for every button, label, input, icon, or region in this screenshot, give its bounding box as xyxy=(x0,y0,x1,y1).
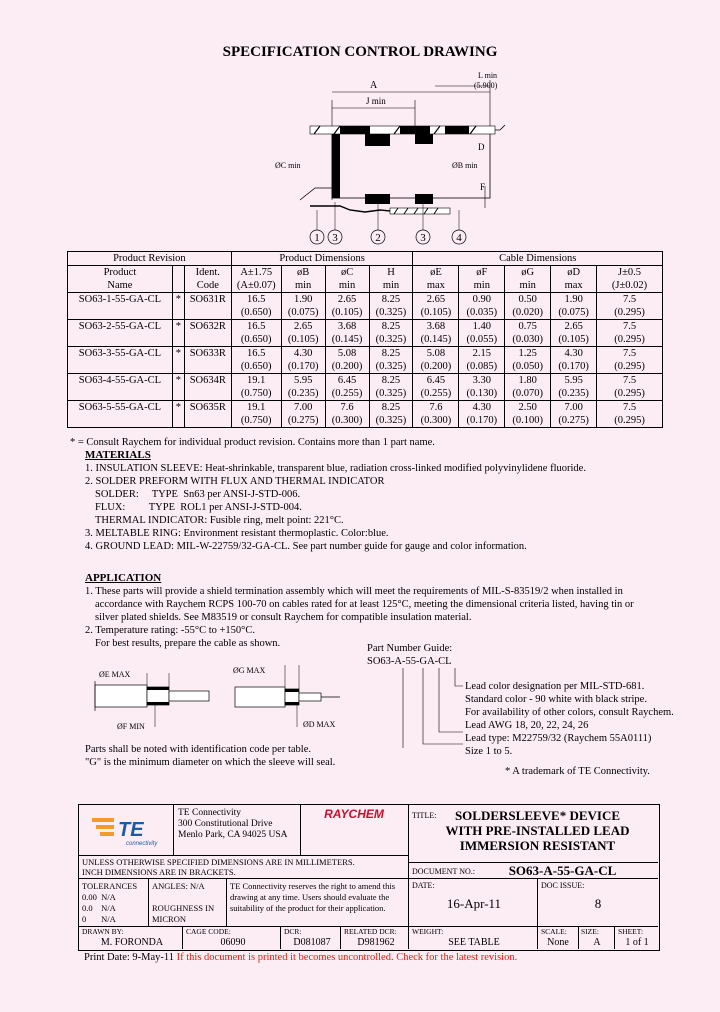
cell-product-name: SO63-1-55-GA-CL xyxy=(68,293,173,307)
weight-value: SEE TABLE xyxy=(448,937,500,948)
materials-line-4: FLUX: TYPE ROL1 per ANSI-J-STD-004. xyxy=(95,502,302,513)
cell-product-name: SO63-5-55-GA-CL xyxy=(68,401,173,415)
materials-section xyxy=(85,449,586,553)
title-line-3: IMMERSION RESISTANT xyxy=(459,838,616,853)
company-address xyxy=(178,808,288,841)
materials-heading: MATERIALS xyxy=(85,449,151,461)
title-line-2: WITH PRE-INSTALLED LEAD xyxy=(445,823,630,838)
materials-line-3: SOLDER: TYPE Sn63 per ANSI-J-STD-006. xyxy=(95,489,301,500)
cell-value: 5.95 xyxy=(281,374,325,388)
cell-value-inch: (0.170) xyxy=(281,360,325,374)
cell-blank xyxy=(184,387,231,401)
cell-star: * xyxy=(172,320,184,334)
callout-3a: 3 xyxy=(332,232,338,244)
cell-value: 19.1 xyxy=(231,374,281,388)
cell-value: 16.5 xyxy=(231,347,281,361)
application-line-2: accordance with Raychem RCPS 100-70 on cables rated for at least 125°C, meeting the dimensional criteria listed, having tin or xyxy=(95,599,634,610)
cell-value-inch: (0.035) xyxy=(459,306,505,320)
cell-value: 1.25 xyxy=(505,347,551,361)
cell-value-inch: (0.255) xyxy=(325,387,369,401)
fig-d-max-label: ØD MAX xyxy=(303,720,336,729)
cell-blank xyxy=(172,387,184,401)
cell-value: 7.5 xyxy=(597,293,663,307)
callout-1: 1 xyxy=(314,232,320,244)
docissue-label: DOC ISSUE: xyxy=(541,881,585,890)
company-line-3: Menlo Park, CA 94025 USA xyxy=(178,830,288,840)
cell-value: 8.25 xyxy=(369,293,413,307)
title-label: TITLE: xyxy=(412,811,437,820)
table-row xyxy=(68,293,663,307)
group-product-dims: Product Dimensions xyxy=(231,252,413,266)
col-product-name-1: Product xyxy=(68,266,173,280)
roughness-1: ROUGHNESS IN xyxy=(152,903,215,913)
te-logo xyxy=(88,810,168,850)
part-guide-leaders xyxy=(395,668,465,752)
cell-value-inch: (0.295) xyxy=(597,333,663,347)
cell-blank xyxy=(184,414,231,428)
cell-value-inch: (0.030) xyxy=(505,333,551,347)
cell-value-inch: (0.170) xyxy=(551,360,597,374)
dcr-value: D081087 xyxy=(293,937,331,948)
uncontrolled-warning: If this document is printed it becomes uncontrolled. Check for the latest revision. xyxy=(176,952,518,963)
col-f-2: min xyxy=(459,279,505,293)
cell-star: * xyxy=(172,293,184,307)
cell-value: 4.30 xyxy=(551,347,597,361)
angles-roughness xyxy=(152,881,214,925)
col-j-2: (J±0.02) xyxy=(597,279,663,293)
col-ident-1: Ident. xyxy=(184,266,231,280)
cell-value-inch: (0.055) xyxy=(459,333,505,347)
cell-ident-code: SO631R xyxy=(184,293,231,307)
callout-3b: 3 xyxy=(420,232,426,244)
sheet-label: SHEET: xyxy=(618,927,644,936)
cell-value: 1.80 xyxy=(505,374,551,388)
cell-value-inch: (0.325) xyxy=(369,414,413,428)
col-b-2: min xyxy=(281,279,325,293)
cell-value-inch: (0.145) xyxy=(325,333,369,347)
dim-lead-inch: (5.900) xyxy=(474,81,498,90)
part-guide-line-6: Size 1 to 5. xyxy=(465,746,513,757)
col-d-1: øD xyxy=(551,266,597,280)
cell-value: 6.45 xyxy=(413,374,459,388)
cell-value-inch: (0.105) xyxy=(551,333,597,347)
scale-label: SCALE: xyxy=(541,927,567,936)
cell-value-inch: (0.100) xyxy=(505,414,551,428)
table-footnote: * = Consult Raychem for individual product revision. Contains more than 1 part name. xyxy=(70,437,435,448)
materials-line-5: THERMAL INDICATOR: Fusible ring, melt point: 221°C. xyxy=(95,515,344,526)
cell-value: 0.75 xyxy=(505,320,551,334)
col-f-1: øF xyxy=(459,266,505,280)
table-row-inch xyxy=(68,306,663,320)
col-c-2: min xyxy=(325,279,369,293)
cell-value-inch: (0.070) xyxy=(505,387,551,401)
dims-note-1: UNLESS OTHERWISE SPECIFIED DIMENSIONS ARE IN MILLIMETERS. xyxy=(82,857,355,867)
roughness-2: MICRON xyxy=(152,914,187,924)
trademark-note: * A trademark of TE Connectivity. xyxy=(505,766,650,777)
cell-value-inch: (0.750) xyxy=(231,387,281,401)
col-c-1: øC xyxy=(325,266,369,280)
cell-value: 7.00 xyxy=(551,401,597,415)
cell-value-inch: (0.295) xyxy=(597,360,663,374)
docissue-value: 8 xyxy=(594,896,602,911)
cell-value-inch: (0.130) xyxy=(459,387,505,401)
cell-value-inch: (0.235) xyxy=(551,387,597,401)
cell-value: 2.65 xyxy=(551,320,597,334)
dim-b-label: ØB min xyxy=(452,161,478,170)
application-notes xyxy=(85,743,335,769)
cell-value-inch: (0.275) xyxy=(551,414,597,428)
col-b-1: øB xyxy=(281,266,325,280)
drawn-value: M. FORONDA xyxy=(100,937,164,948)
col-ident-2: Code xyxy=(184,279,231,293)
te-logo-text: TE xyxy=(118,819,144,841)
table-row xyxy=(68,347,663,361)
dim-j-label: J min xyxy=(366,96,386,106)
cell-blank xyxy=(184,306,231,320)
application-section xyxy=(85,572,675,650)
application-line-4: 2. Temperature rating: -55°C to +150°C. xyxy=(85,625,255,636)
cell-value: 2.65 xyxy=(413,293,459,307)
dim-a-label: A xyxy=(370,80,378,91)
cell-value: 0.50 xyxy=(505,293,551,307)
cell-value-inch: (0.050) xyxy=(505,360,551,374)
related-dcr-value: D981962 xyxy=(357,937,395,948)
col-d-2: max xyxy=(551,279,597,293)
disclaimer: TE Connectivity reserves the right to amend this drawing at any time. Users should evaluate the suitability of the product for their application. xyxy=(230,881,396,913)
fig-f-min-label: ØF MIN xyxy=(117,722,145,731)
cell-value: 5.08 xyxy=(413,347,459,361)
cage-label: CAGE CODE: xyxy=(186,927,231,936)
cell-value: 16.5 xyxy=(231,293,281,307)
cell-blank xyxy=(172,333,184,347)
tolerances xyxy=(82,881,137,925)
cell-value-inch: (0.275) xyxy=(281,414,325,428)
date-value: 16-Apr-11 xyxy=(446,896,502,911)
dcr-label: DCR: xyxy=(284,927,302,936)
cell-value-inch: (0.255) xyxy=(413,387,459,401)
table-row-inch xyxy=(68,387,663,401)
cell-value: 8.25 xyxy=(369,320,413,334)
cell-value: 8.25 xyxy=(369,374,413,388)
cell-value-inch: (0.325) xyxy=(369,333,413,347)
doc-no-label: DOCUMENT NO.: xyxy=(412,867,475,876)
cell-value: 7.5 xyxy=(597,401,663,415)
cell-value-inch: (0.075) xyxy=(551,306,597,320)
table-row-inch xyxy=(68,414,663,428)
cell-value-inch: (0.650) xyxy=(231,360,281,374)
cell-value-inch: (0.300) xyxy=(325,414,369,428)
company-line-2: 300 Constitutional Drive xyxy=(178,819,273,829)
cell-value-inch: (0.170) xyxy=(459,414,505,428)
dim-lead-label: L min xyxy=(478,71,498,80)
fig-e-max-label: ØE MAX xyxy=(99,670,131,679)
cell-value: 1.90 xyxy=(281,293,325,307)
table-row xyxy=(68,401,663,415)
cell-value: 19.1 xyxy=(231,401,281,415)
cell-value-inch: (0.650) xyxy=(231,333,281,347)
cell-ident-code: SO632R xyxy=(184,320,231,334)
cell-value: 7.00 xyxy=(281,401,325,415)
materials-line-6: 3. MELTABLE RING: Environment resistant thermoplastic. Color:blue. xyxy=(85,528,389,539)
cell-star: * xyxy=(172,347,184,361)
tol-label: TOLERANCES xyxy=(82,881,138,891)
cell-value: 7.5 xyxy=(597,320,663,334)
part-guide xyxy=(367,642,452,668)
sheet-value: 1 of 1 xyxy=(625,937,649,948)
col-a-2: (A±0.07) xyxy=(231,279,281,293)
cell-value: 2.65 xyxy=(281,320,325,334)
dim-f-label: F xyxy=(480,182,486,192)
cell-value-inch: (0.295) xyxy=(597,414,663,428)
cell-blank xyxy=(172,414,184,428)
part-guide-line-5: Lead type: M22759/32 (Raychem 55A0111) xyxy=(465,733,652,744)
cell-value: 8.25 xyxy=(369,401,413,415)
cell-ident-code: SO635R xyxy=(184,401,231,415)
raychem-brand: RAYCHEM xyxy=(324,807,384,821)
cell-value: 6.45 xyxy=(325,374,369,388)
cell-value-inch: (0.085) xyxy=(459,360,505,374)
table-header-row-2 xyxy=(68,279,663,293)
col-h-1: H xyxy=(369,266,413,280)
cell-value: 7.6 xyxy=(325,401,369,415)
materials-line-7: 4. GROUND LEAD: MIL-W-22759/32-GA-CL. See part number guide for gauge and color information. xyxy=(85,541,527,552)
cell-value-inch: (0.105) xyxy=(413,306,459,320)
cell-value-inch: (0.295) xyxy=(597,387,663,401)
cell-blank xyxy=(172,306,184,320)
cell-value-inch: (0.325) xyxy=(369,306,413,320)
cell-value-inch: (0.200) xyxy=(413,360,459,374)
cell-value-inch: (0.295) xyxy=(597,306,663,320)
fig-g-max-label: ØG MAX xyxy=(233,666,266,675)
table-row-inch xyxy=(68,333,663,347)
table-row xyxy=(68,374,663,388)
te-logo-subtext: connectivity xyxy=(126,841,158,847)
cell-value: 7.5 xyxy=(597,347,663,361)
cell-value: 4.30 xyxy=(459,401,505,415)
tol-line-3: 0 N/A xyxy=(82,914,116,924)
dim-c-label: ØC min xyxy=(275,161,301,170)
cell-product-name: SO63-2-55-GA-CL xyxy=(68,320,173,334)
dims-note-2: INCH DIMENSIONS ARE IN BRACKETS. xyxy=(82,867,236,877)
part-guide-heading: Part Number Guide: xyxy=(367,643,453,654)
cell-star: * xyxy=(172,401,184,415)
group-product-revision: Product Revision xyxy=(68,252,232,266)
table-row-inch xyxy=(68,360,663,374)
cell-value: 5.08 xyxy=(325,347,369,361)
cell-value-inch: (0.750) xyxy=(231,414,281,428)
cable-prep-figure xyxy=(85,655,355,745)
cell-value: 16.5 xyxy=(231,320,281,334)
cell-value: 2.50 xyxy=(505,401,551,415)
col-e-2: max xyxy=(413,279,459,293)
cell-value: 3.68 xyxy=(325,320,369,334)
tol-line-1: 0.00 N/A xyxy=(82,892,116,902)
col-a-1: A±1.75 xyxy=(231,266,281,280)
dim-d-label: D xyxy=(478,142,485,152)
part-guide-part: SO63-A-55-GA-CL xyxy=(367,656,452,667)
col-g-2: min xyxy=(505,279,551,293)
cell-value-inch: (0.325) xyxy=(369,387,413,401)
application-heading: APPLICATION xyxy=(85,572,162,584)
table-header-row-1 xyxy=(68,266,663,280)
footer xyxy=(84,952,517,963)
part-guide-line-2: Standard color - 90 white with black stripe. xyxy=(465,694,647,705)
cell-value-inch: (0.200) xyxy=(325,360,369,374)
company-line-1: TE Connectivity xyxy=(178,808,242,818)
cell-value: 2.15 xyxy=(459,347,505,361)
cell-value: 4.30 xyxy=(281,347,325,361)
cell-value: 7.5 xyxy=(597,374,663,388)
cell-blank xyxy=(172,360,184,374)
cell-blank xyxy=(184,333,231,347)
cell-blank xyxy=(68,333,173,347)
part-guide-line-1: Lead color designation per MIL-STD-681. xyxy=(465,681,645,692)
cell-value-inch: (0.300) xyxy=(413,414,459,428)
doc-no: SO63-A-55-GA-CL xyxy=(508,863,617,878)
cell-value-inch: (0.075) xyxy=(281,306,325,320)
col-product-name-2: Name xyxy=(68,279,173,293)
callout-4: 4 xyxy=(456,232,462,244)
cell-star: * xyxy=(172,374,184,388)
cell-blank xyxy=(68,387,173,401)
materials-line-1: 1. INSULATION SLEEVE: Heat-shrinkable, transparent blue, radiation cross-linked modified polyvinylidene fluoride. xyxy=(85,463,586,474)
cell-value-inch: (0.105) xyxy=(325,306,369,320)
angles: ANGLES: N/A xyxy=(152,881,205,891)
col-g-1: øG xyxy=(505,266,551,280)
part-guide-details xyxy=(465,680,674,758)
cell-value: 1.40 xyxy=(459,320,505,334)
cell-ident-code: SO633R xyxy=(184,347,231,361)
cell-value-inch: (0.145) xyxy=(413,333,459,347)
scale-value: None xyxy=(547,937,569,948)
cell-value: 0.90 xyxy=(459,293,505,307)
part-guide-line-3: For availability of other colors, consult Raychem. xyxy=(465,707,674,718)
size-value: A xyxy=(593,937,601,948)
cell-value: 8.25 xyxy=(369,347,413,361)
page-title: SPECIFICATION CONTROL DRAWING xyxy=(222,44,498,60)
application-note-1: Parts shall be noted with identification code per table. xyxy=(85,744,311,755)
cell-value: 3.30 xyxy=(459,374,505,388)
weight-label: WEIGHT: xyxy=(412,927,444,936)
application-note-2: "G" is the minimum diameter on which the sleeve will seal. xyxy=(85,757,336,768)
col-j-1: J±0.5 xyxy=(597,266,663,280)
application-line-3: silver plated shields. See M83519 or consult Raychem for compatible insulation material. xyxy=(95,612,472,623)
cell-value: 7.6 xyxy=(413,401,459,415)
cell-value-inch: (0.650) xyxy=(231,306,281,320)
cell-blank xyxy=(184,360,231,374)
title-line-1: SOLDERSLEEVE* DEVICE xyxy=(454,808,621,823)
dims-note xyxy=(82,857,355,877)
part-guide-line-4: Lead AWG 18, 20, 22, 24, 26 xyxy=(465,720,589,731)
spec-table-body xyxy=(68,293,663,428)
cell-value: 5.95 xyxy=(551,374,597,388)
related-dcr-label: RELATED DCR: xyxy=(344,927,397,936)
callout-2: 2 xyxy=(375,232,381,244)
cage-value: 06090 xyxy=(220,937,246,948)
cell-value-inch: (0.235) xyxy=(281,387,325,401)
cell-blank xyxy=(68,360,173,374)
cell-value-inch: (0.020) xyxy=(505,306,551,320)
cell-product-name: SO63-3-55-GA-CL xyxy=(68,347,173,361)
tol-line-2: 0.0 N/A xyxy=(82,903,116,913)
application-line-1: 1. These parts will provide a shield termination assembly which will meet the requirements of MIL-S-83519/2 when installed in xyxy=(85,586,623,597)
sleeve-drawing xyxy=(270,70,530,248)
spec-table xyxy=(67,251,663,428)
col-e-1: øE xyxy=(413,266,459,280)
cell-value: 3.68 xyxy=(413,320,459,334)
print-date: Print Date: 9-May-11 xyxy=(84,952,175,963)
cell-ident-code: SO634R xyxy=(184,374,231,388)
cell-value-inch: (0.105) xyxy=(281,333,325,347)
document-title xyxy=(420,808,655,853)
table-group-header-row xyxy=(68,252,663,266)
table-row xyxy=(68,320,663,334)
date-label: DATE: xyxy=(412,881,435,890)
cell-blank xyxy=(68,306,173,320)
drawn-label: DRAWN BY: xyxy=(82,927,124,936)
application-line-5: For best results, prepare the cable as shown. xyxy=(95,638,281,649)
cell-value-inch: (0.325) xyxy=(369,360,413,374)
materials-line-2: 2. SOLDER PREFORM WITH FLUX AND THERMAL INDICATOR xyxy=(85,476,385,487)
col-h-2: min xyxy=(369,279,413,293)
cell-blank xyxy=(68,414,173,428)
cell-product-name: SO63-4-55-GA-CL xyxy=(68,374,173,388)
cell-value: 2.65 xyxy=(325,293,369,307)
cell-value: 1.90 xyxy=(551,293,597,307)
group-cable-dims: Cable Dimensions xyxy=(413,252,663,266)
size-label: SIZE: xyxy=(581,927,599,936)
